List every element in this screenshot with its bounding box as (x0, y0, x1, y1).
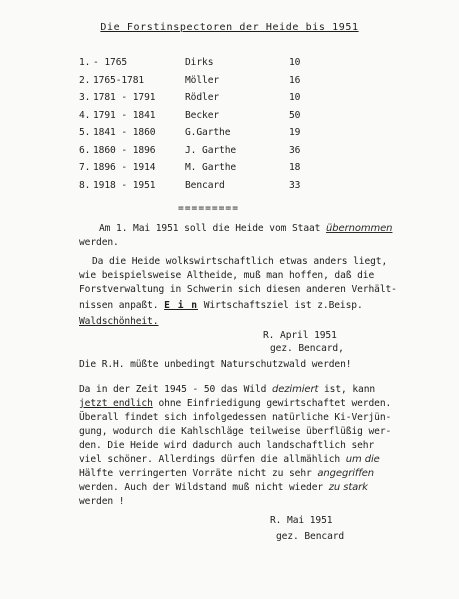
table-cell-years: 36 (289, 144, 301, 156)
table-cell-name: Dirks (185, 57, 214, 68)
paragraph-1-line-2: werden. (79, 237, 119, 248)
table-cell-period: 1765-1781 (93, 74, 145, 86)
signature-2-name: gez. Bencard (276, 531, 345, 542)
p2-emphasis-ein: E i n (164, 300, 199, 311)
p4-line2-text: ohne Einfriedigung gewirtschaftet werden. (152, 398, 392, 409)
p4-handwritten-dezimiert: dezimiert (271, 384, 319, 395)
table-cell-years: 18 (289, 162, 301, 173)
paragraph-2-line-1: Da die Heide wolkswirtschaftlich etwas anders liegt, (92, 256, 388, 267)
table-cell-years: 50 (289, 109, 301, 121)
table-cell-no: 3. (79, 92, 91, 103)
table-cell-name: G.Garthe (185, 127, 231, 138)
table-cell-no: 5. (79, 127, 91, 138)
p4-handwritten-angegriffen: angegriffen (317, 468, 375, 479)
table-cell-name: M. Garthe (185, 162, 237, 173)
table-cell-no: 7. (79, 162, 91, 173)
table-cell-no: 1. (79, 57, 91, 68)
paragraph-2-line-2: wie beispielsweise Altheide, muß man hoffen, daß die (79, 270, 375, 281)
paragraph-4-line-8 (79, 482, 368, 494)
paragraph-4-line-3: Überall findet sich infolgedessen natürliche Ki-Verjün- (79, 412, 392, 423)
p4-underlined-jetzt-endlich: jetzt endlich (79, 398, 153, 409)
p4-handwritten-zu-stark: zu stark (328, 482, 368, 493)
table-cell-period: 1860 - 1896 (93, 144, 156, 156)
document-title: Die Forstinspectoren der Heide bis 1951 (100, 22, 359, 33)
paragraph-4-line-2 (79, 398, 391, 410)
table-cell-period: 1781 - 1791 (93, 92, 156, 103)
p2-line4-text-end: Wirtschaftsziel ist z.Beisp. (198, 300, 363, 311)
paragraph-4-line-5: den. Die Heide wird dadurch auch landschaftlich sehr (79, 440, 375, 451)
table-cell-period: 1918 - 1951 (93, 179, 156, 191)
p4-line8-text: werden. Auch der Wildstand muß nicht wieder (79, 482, 329, 493)
table-cell-period: 1896 - 1914 (93, 162, 156, 173)
p4-handwritten-um-die: um die (345, 454, 380, 465)
table-cell-name: Rödler (185, 92, 220, 103)
table-cell-no: 4. (79, 109, 91, 121)
table-cell-period: 1791 - 1841 (93, 109, 156, 121)
paragraph-3: Die R.H. müßte unbedingt Naturschutzwald werden! (79, 359, 352, 370)
table-cell-period: 1841 - 1860 (93, 127, 156, 138)
paragraph-2-line-3: Forstverwaltung in Schwerin sich diesen anderen Verhält- (79, 284, 397, 295)
table-cell-name: J. Garthe (185, 144, 237, 156)
table-cell-years: 10 (289, 57, 301, 68)
signature-1-name: gez. Bencard, (270, 343, 344, 354)
paragraph-2-line-5: Waldschönheit. (79, 316, 159, 327)
paragraph-4-line-6 (79, 454, 380, 466)
table-cell-no: 6. (79, 144, 91, 156)
table-cell-period: - 1765 (93, 57, 128, 68)
p1-handwritten-correction: übernommen (326, 223, 393, 234)
paragraph-2-line-4 (79, 300, 363, 312)
paragraph-4-line-4: gung, wodurch die Kahlschläge teilweise überflüßig wer- (79, 426, 392, 437)
table-cell-name: Becker (185, 109, 220, 121)
table-divider: ========= (178, 203, 239, 214)
paragraph-4-line-1 (79, 384, 375, 396)
p1-text: Am 1. Mai 1951 soll die Heide vom Staat (99, 223, 327, 234)
paragraph-1-line-1 (99, 223, 392, 235)
p4-line7-text: Hälfte verringerten Vorräte nicht zu sehr (79, 468, 318, 479)
table-cell-years: 16 (289, 74, 301, 86)
p4-line1-text: Da in der Zeit 1945 - 50 das Wild (79, 384, 272, 395)
table-cell-years: 10 (289, 92, 301, 103)
table-cell-no: 8. (79, 179, 91, 191)
signature-1-date: R. April 1951 (263, 330, 337, 341)
table-cell-no: 2. (79, 74, 91, 86)
paragraph-4-line-9: werden ! (79, 496, 125, 507)
p4-line1-text-end: ist, kann (318, 384, 376, 395)
table-cell-name: Möller (185, 74, 220, 86)
table-cell-years: 19 (289, 127, 301, 138)
table-cell-years: 33 (289, 179, 301, 191)
paragraph-4-line-7 (79, 468, 374, 480)
p4-line6-text: viel schöner. Allerdings dürfen die allmählich (79, 454, 346, 465)
p2-line4-text: nissen anpaßt. (79, 300, 165, 311)
table-cell-name: Bencard (185, 179, 225, 191)
signature-2-date: R. Mai 1951 (270, 515, 333, 526)
